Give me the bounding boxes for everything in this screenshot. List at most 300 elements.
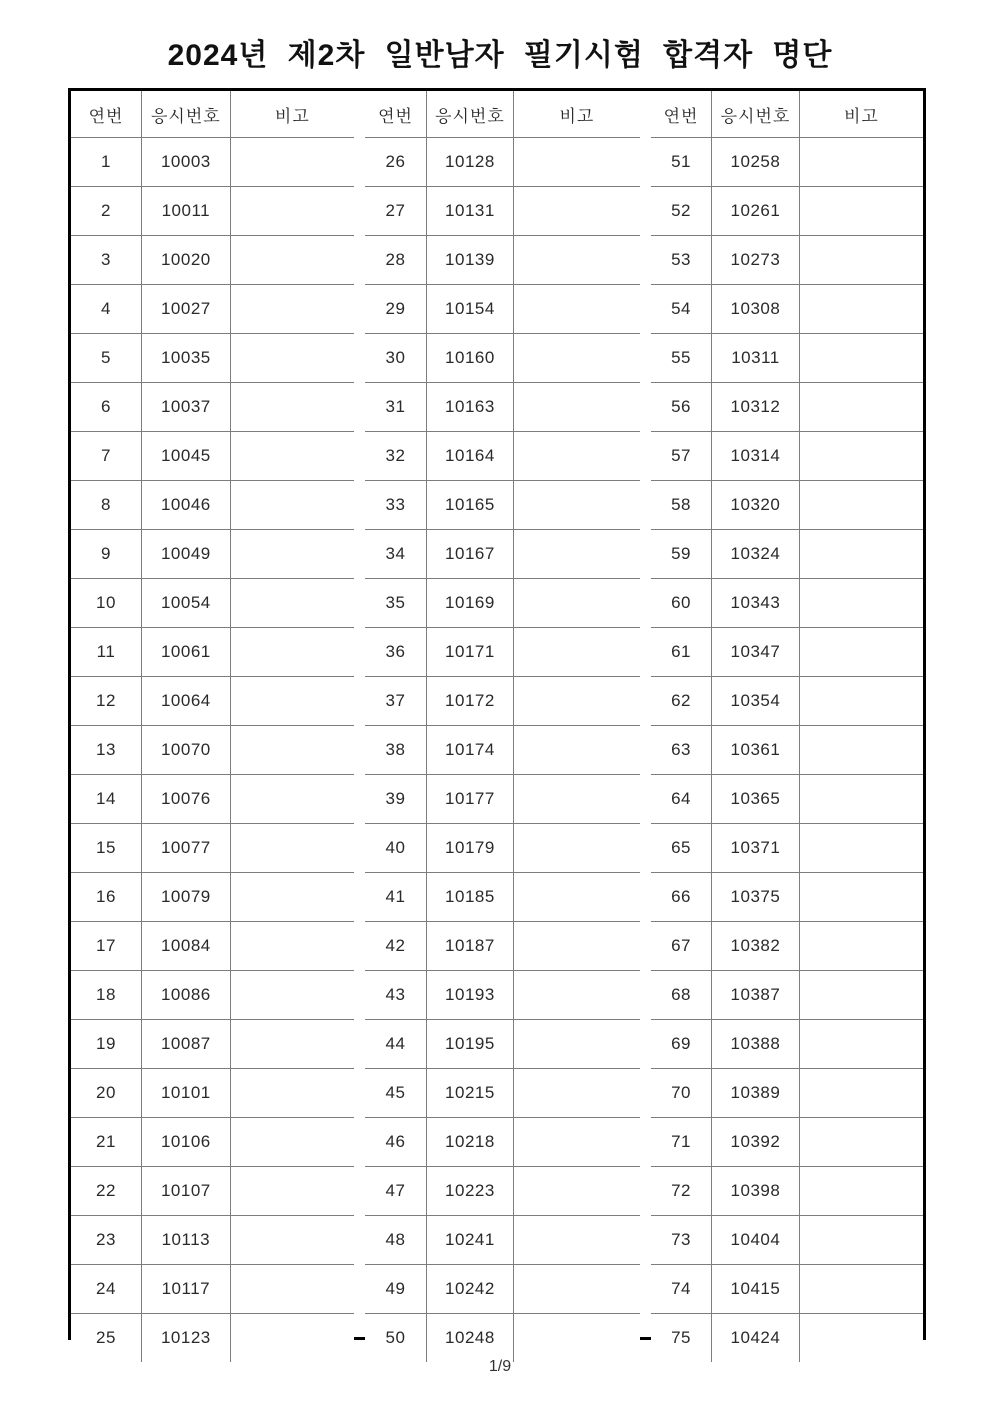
exam-number-cell: 10193 — [427, 971, 514, 1020]
exam-number-cell: 10084 — [141, 922, 230, 971]
remark-cell — [513, 1265, 640, 1314]
table-row — [71, 138, 354, 187]
table-row — [365, 873, 640, 922]
serial-cell: 67 — [651, 922, 712, 971]
remark-cell — [513, 677, 640, 726]
serial-cell: 65 — [651, 824, 712, 873]
page-number: 1/9 — [488, 1358, 512, 1375]
serial-cell: 53 — [651, 236, 712, 285]
serial-cell: 2 — [71, 187, 141, 236]
remark-cell — [799, 677, 923, 726]
remark-cell — [230, 236, 354, 285]
serial-cell: 16 — [71, 873, 141, 922]
serial-cell: 47 — [365, 1167, 427, 1216]
table-row — [71, 1118, 354, 1167]
exam-number-cell: 10139 — [427, 236, 514, 285]
remark-cell — [513, 383, 640, 432]
table-row — [651, 1118, 923, 1167]
remark-cell — [230, 187, 354, 236]
exam-number-cell: 10258 — [712, 138, 800, 187]
serial-cell: 24 — [71, 1265, 141, 1314]
table-row — [365, 1216, 640, 1265]
exam-number-cell: 10054 — [141, 579, 230, 628]
serial-cell: 5 — [71, 334, 141, 383]
table-row — [365, 285, 640, 334]
table-row — [365, 383, 640, 432]
serial-cell: 41 — [365, 873, 427, 922]
table-row — [651, 775, 923, 824]
remark-cell — [799, 1118, 923, 1167]
serial-cell: 36 — [365, 628, 427, 677]
exam-number-cell: 10179 — [427, 824, 514, 873]
exam-number-cell: 10046 — [141, 481, 230, 530]
exam-number-cell: 10320 — [712, 481, 800, 530]
serial-cell: 31 — [365, 383, 427, 432]
table-row — [365, 726, 640, 775]
exam-number-cell: 10154 — [427, 285, 514, 334]
table-row — [71, 236, 354, 285]
table-row — [651, 922, 923, 971]
serial-cell: 15 — [71, 824, 141, 873]
remark-cell — [230, 334, 354, 383]
remark-cell — [799, 922, 923, 971]
table-row — [71, 187, 354, 236]
exam-number-cell: 10343 — [712, 579, 800, 628]
remark-cell — [799, 432, 923, 481]
table-row — [365, 824, 640, 873]
remark-cell — [513, 138, 640, 187]
exam-number-cell: 10107 — [141, 1167, 230, 1216]
serial-cell: 74 — [651, 1265, 712, 1314]
table-row — [71, 530, 354, 579]
serial-cell: 45 — [365, 1069, 427, 1118]
serial-cell: 46 — [365, 1118, 427, 1167]
serial-cell: 49 — [365, 1265, 427, 1314]
serial-cell: 48 — [365, 1216, 427, 1265]
header-row — [651, 91, 923, 138]
remark-cell — [513, 628, 640, 677]
remark-cell — [230, 530, 354, 579]
serial-cell: 9 — [71, 530, 141, 579]
column-header: 비고 — [799, 91, 923, 138]
serial-cell: 72 — [651, 1167, 712, 1216]
remark-cell — [799, 726, 923, 775]
pass-list-group-1 — [71, 91, 354, 1362]
exam-number-cell: 10027 — [141, 285, 230, 334]
serial-cell: 8 — [71, 481, 141, 530]
serial-cell: 58 — [651, 481, 712, 530]
remark-cell — [799, 873, 923, 922]
remark-cell — [799, 1020, 923, 1069]
serial-cell: 25 — [71, 1314, 141, 1363]
table-row — [71, 1314, 354, 1363]
serial-cell: 17 — [71, 922, 141, 971]
exam-number-cell: 10392 — [712, 1118, 800, 1167]
remark-cell — [230, 285, 354, 334]
table-row — [651, 432, 923, 481]
remark-cell — [230, 873, 354, 922]
serial-cell: 66 — [651, 873, 712, 922]
serial-cell: 57 — [651, 432, 712, 481]
remark-cell — [513, 1020, 640, 1069]
serial-cell: 60 — [651, 579, 712, 628]
remark-cell — [513, 285, 640, 334]
table-row — [71, 677, 354, 726]
remark-cell — [799, 236, 923, 285]
exam-number-cell: 10365 — [712, 775, 800, 824]
exam-number-cell: 10070 — [141, 726, 230, 775]
table-row — [71, 1020, 354, 1069]
serial-cell: 51 — [651, 138, 712, 187]
serial-cell: 21 — [71, 1118, 141, 1167]
remark-cell — [513, 922, 640, 971]
remark-cell — [799, 187, 923, 236]
header-row — [365, 91, 640, 138]
remark-cell — [799, 481, 923, 530]
exam-number-cell: 10261 — [712, 187, 800, 236]
exam-number-cell: 10164 — [427, 432, 514, 481]
serial-cell: 63 — [651, 726, 712, 775]
serial-cell: 32 — [365, 432, 427, 481]
remark-cell — [513, 432, 640, 481]
remark-cell — [230, 824, 354, 873]
serial-cell: 33 — [365, 481, 427, 530]
remark-cell — [513, 481, 640, 530]
exam-number-cell: 10174 — [427, 726, 514, 775]
pass-list-group-2 — [365, 91, 640, 1362]
table-row — [365, 677, 640, 726]
table-row — [71, 432, 354, 481]
remark-cell — [513, 1118, 640, 1167]
table-row — [651, 236, 923, 285]
exam-number-cell: 10273 — [712, 236, 800, 285]
exam-number-cell: 10123 — [141, 1314, 230, 1363]
table-row — [365, 530, 640, 579]
serial-cell: 22 — [71, 1167, 141, 1216]
serial-cell: 13 — [71, 726, 141, 775]
exam-number-cell: 10160 — [427, 334, 514, 383]
remark-cell — [513, 1167, 640, 1216]
serial-cell: 56 — [651, 383, 712, 432]
group-divider — [354, 91, 365, 1337]
table-row — [365, 236, 640, 285]
exam-number-cell: 10308 — [712, 285, 800, 334]
serial-cell: 27 — [365, 187, 427, 236]
table-row — [71, 824, 354, 873]
serial-cell: 10 — [71, 579, 141, 628]
column-header: 응시번호 — [712, 91, 800, 138]
exam-number-cell: 10388 — [712, 1020, 800, 1069]
table-row — [651, 1265, 923, 1314]
exam-number-cell: 10049 — [141, 530, 230, 579]
table-row — [651, 334, 923, 383]
remark-cell — [230, 1265, 354, 1314]
exam-number-cell: 10404 — [712, 1216, 800, 1265]
exam-number-cell: 10061 — [141, 628, 230, 677]
remark-cell — [799, 1216, 923, 1265]
remark-cell — [230, 726, 354, 775]
remark-cell — [799, 824, 923, 873]
exam-number-cell: 10064 — [141, 677, 230, 726]
serial-cell: 37 — [365, 677, 427, 726]
serial-cell: 29 — [365, 285, 427, 334]
serial-cell: 11 — [71, 628, 141, 677]
table-row — [71, 873, 354, 922]
table-row — [71, 481, 354, 530]
table-row — [365, 775, 640, 824]
remark-cell — [230, 1118, 354, 1167]
exam-number-cell: 10387 — [712, 971, 800, 1020]
serial-cell: 34 — [365, 530, 427, 579]
exam-number-cell: 10113 — [141, 1216, 230, 1265]
remark-cell — [799, 971, 923, 1020]
exam-number-cell: 10311 — [712, 334, 800, 383]
exam-number-cell: 10371 — [712, 824, 800, 873]
exam-number-cell: 10003 — [141, 138, 230, 187]
serial-cell: 4 — [71, 285, 141, 334]
column-header: 응시번호 — [427, 91, 514, 138]
table-row — [651, 1314, 923, 1363]
remark-cell — [513, 579, 640, 628]
exam-number-cell: 10128 — [427, 138, 514, 187]
table-row — [651, 1167, 923, 1216]
exam-number-cell: 10223 — [427, 1167, 514, 1216]
remark-cell — [230, 432, 354, 481]
remark-cell — [230, 677, 354, 726]
exam-number-cell: 10215 — [427, 1069, 514, 1118]
serial-cell: 62 — [651, 677, 712, 726]
serial-cell: 20 — [71, 1069, 141, 1118]
table-row — [651, 971, 923, 1020]
table-row — [365, 628, 640, 677]
column-header: 연번 — [651, 91, 712, 138]
exam-number-cell: 10185 — [427, 873, 514, 922]
table-row — [365, 579, 640, 628]
serial-cell: 26 — [365, 138, 427, 187]
table-row — [365, 1167, 640, 1216]
serial-cell: 73 — [651, 1216, 712, 1265]
serial-cell: 69 — [651, 1020, 712, 1069]
table-row — [651, 579, 923, 628]
remark-cell — [799, 775, 923, 824]
remark-cell — [513, 775, 640, 824]
remark-cell — [799, 334, 923, 383]
column-header: 비고 — [513, 91, 640, 138]
remark-cell — [799, 383, 923, 432]
serial-cell: 54 — [651, 285, 712, 334]
serial-cell: 68 — [651, 971, 712, 1020]
exam-number-cell: 10248 — [427, 1314, 514, 1363]
exam-number-cell: 10389 — [712, 1069, 800, 1118]
table-row — [71, 971, 354, 1020]
table-row — [651, 628, 923, 677]
remark-cell — [513, 1314, 640, 1363]
table-row — [71, 285, 354, 334]
table-row — [651, 873, 923, 922]
table-row — [365, 187, 640, 236]
remark-cell — [799, 1167, 923, 1216]
table-row — [71, 1216, 354, 1265]
column-header: 연번 — [365, 91, 427, 138]
exam-number-cell: 10045 — [141, 432, 230, 481]
remark-cell — [799, 628, 923, 677]
table-row — [651, 1216, 923, 1265]
remark-cell — [230, 971, 354, 1020]
exam-number-cell: 10177 — [427, 775, 514, 824]
exam-number-cell: 10165 — [427, 481, 514, 530]
remark-cell — [230, 922, 354, 971]
table-row — [71, 383, 354, 432]
table-row — [71, 628, 354, 677]
table-row — [365, 1314, 640, 1363]
exam-number-cell: 10167 — [427, 530, 514, 579]
exam-number-cell: 10037 — [141, 383, 230, 432]
table-row — [651, 824, 923, 873]
remark-cell — [230, 1167, 354, 1216]
serial-cell: 30 — [365, 334, 427, 383]
table-row — [71, 1167, 354, 1216]
table-row — [651, 677, 923, 726]
table-row — [71, 334, 354, 383]
remark-cell — [513, 236, 640, 285]
remark-cell — [230, 1069, 354, 1118]
remark-cell — [513, 1216, 640, 1265]
exam-number-cell: 10424 — [712, 1314, 800, 1363]
table-row — [651, 1069, 923, 1118]
table-row — [71, 1069, 354, 1118]
serial-cell: 23 — [71, 1216, 141, 1265]
pass-list-table — [68, 88, 926, 1347]
exam-number-cell: 10187 — [427, 922, 514, 971]
table-row — [651, 481, 923, 530]
serial-cell: 35 — [365, 579, 427, 628]
table-row — [365, 481, 640, 530]
exam-number-cell: 10035 — [141, 334, 230, 383]
table-row — [71, 726, 354, 775]
remark-cell — [513, 1069, 640, 1118]
exam-number-cell: 10398 — [712, 1167, 800, 1216]
table-row — [651, 187, 923, 236]
table-row — [71, 1265, 354, 1314]
table-row — [365, 922, 640, 971]
column-header: 연번 — [71, 91, 141, 138]
exam-number-cell: 10077 — [141, 824, 230, 873]
exam-number-cell: 10415 — [712, 1265, 800, 1314]
remark-cell — [799, 285, 923, 334]
remark-cell — [230, 1216, 354, 1265]
group-divider — [640, 91, 651, 1337]
remark-cell — [230, 628, 354, 677]
exam-number-cell: 10076 — [141, 775, 230, 824]
remark-cell — [513, 873, 640, 922]
serial-cell: 40 — [365, 824, 427, 873]
exam-number-cell: 10172 — [427, 677, 514, 726]
table-row — [365, 138, 640, 187]
exam-number-cell: 10020 — [141, 236, 230, 285]
exam-number-cell: 10324 — [712, 530, 800, 579]
serial-cell: 12 — [71, 677, 141, 726]
exam-number-cell: 10011 — [141, 187, 230, 236]
remark-cell — [799, 1069, 923, 1118]
remark-cell — [230, 579, 354, 628]
exam-number-cell: 10171 — [427, 628, 514, 677]
remark-cell — [230, 138, 354, 187]
pass-list-group-3 — [651, 91, 923, 1362]
serial-cell: 64 — [651, 775, 712, 824]
table-row — [365, 1069, 640, 1118]
exam-number-cell: 10347 — [712, 628, 800, 677]
remark-cell — [230, 1020, 354, 1069]
exam-number-cell: 10087 — [141, 1020, 230, 1069]
exam-number-cell: 10131 — [427, 187, 514, 236]
table-row — [651, 1020, 923, 1069]
remark-cell — [230, 775, 354, 824]
serial-cell: 1 — [71, 138, 141, 187]
serial-cell: 14 — [71, 775, 141, 824]
table-row — [651, 530, 923, 579]
table-row — [651, 726, 923, 775]
serial-cell: 42 — [365, 922, 427, 971]
table-row — [365, 1265, 640, 1314]
table-row — [651, 138, 923, 187]
column-header: 응시번호 — [141, 91, 230, 138]
table-row — [365, 334, 640, 383]
serial-cell: 75 — [651, 1314, 712, 1363]
table-row — [651, 383, 923, 432]
serial-cell: 19 — [71, 1020, 141, 1069]
remark-cell — [799, 530, 923, 579]
remark-cell — [799, 138, 923, 187]
table-row — [365, 971, 640, 1020]
exam-number-cell: 10382 — [712, 922, 800, 971]
table-row — [365, 1020, 640, 1069]
table-row — [365, 432, 640, 481]
serial-cell: 71 — [651, 1118, 712, 1167]
serial-cell: 38 — [365, 726, 427, 775]
exam-number-cell: 10354 — [712, 677, 800, 726]
exam-number-cell: 10195 — [427, 1020, 514, 1069]
serial-cell: 70 — [651, 1069, 712, 1118]
exam-number-cell: 10106 — [141, 1118, 230, 1167]
serial-cell: 50 — [365, 1314, 427, 1363]
serial-cell: 43 — [365, 971, 427, 1020]
table-row — [365, 1118, 640, 1167]
serial-cell: 61 — [651, 628, 712, 677]
remark-cell — [513, 334, 640, 383]
header-row — [71, 91, 354, 138]
table-row — [651, 285, 923, 334]
serial-cell: 39 — [365, 775, 427, 824]
exam-number-cell: 10086 — [141, 971, 230, 1020]
exam-number-cell: 10117 — [141, 1265, 230, 1314]
remark-cell — [799, 1314, 923, 1363]
exam-number-cell: 10169 — [427, 579, 514, 628]
exam-number-cell: 10079 — [141, 873, 230, 922]
page-title: 2024년 제2차 일반남자 필기시험 합격자 명단 — [167, 39, 833, 72]
serial-cell: 59 — [651, 530, 712, 579]
serial-cell: 3 — [71, 236, 141, 285]
exam-number-cell: 10101 — [141, 1069, 230, 1118]
exam-number-cell: 10163 — [427, 383, 514, 432]
serial-cell: 52 — [651, 187, 712, 236]
exam-number-cell: 10312 — [712, 383, 800, 432]
table-row — [71, 579, 354, 628]
serial-cell: 7 — [71, 432, 141, 481]
exam-number-cell: 10218 — [427, 1118, 514, 1167]
remark-cell — [513, 824, 640, 873]
remark-cell — [230, 481, 354, 530]
remark-cell — [513, 187, 640, 236]
